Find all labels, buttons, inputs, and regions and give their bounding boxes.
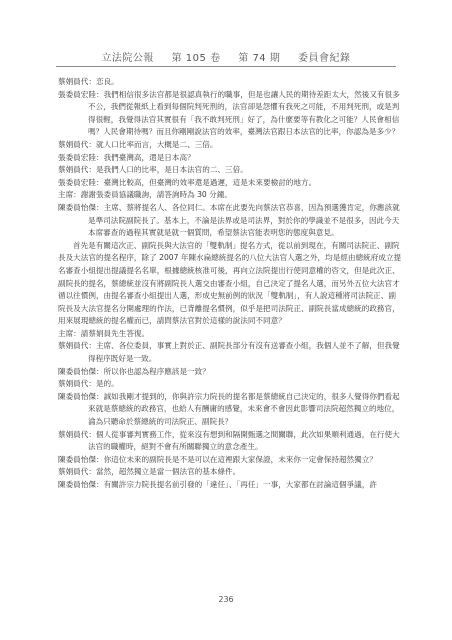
- speaker-label: 蔡娟員代：: [58, 429, 96, 439]
- speech-text: 主席、蔡將提名人、各位同仁。本席在此要先向蔡法官恭喜，因為預選獲肯定，你應該就是準司法院副院長了。基本上，不論是法界或是司法界，對於你的學識並不是很多，因此今天本席審查的過程其實就是就一個質問，希望蔡法官能表明您的態度與意見。: [88, 202, 400, 238]
- speaker-label: 蔡娟員代：: [58, 139, 96, 149]
- page-number: 236: [218, 595, 234, 604]
- speech-text: 個人從事審判實務工作，從來沒有想到和隔開甄選之間關聯，此次如果順利通過，在行使大法官的職權時，絕對不會有所關聯獨立的意念產生。: [88, 429, 400, 452]
- speaker-label: 張委員宏陸：: [58, 89, 104, 99]
- speech-paragraph: [58, 76, 402, 89]
- transcript-body: [58, 76, 402, 492]
- speaker-label: 主席：: [58, 190, 81, 200]
- header-divider: [56, 66, 396, 67]
- speech-text: 所以你也認為程序應該是一致？: [103, 366, 210, 376]
- speaker-label: 陳委員怡傑：: [58, 391, 104, 401]
- speech-text: 主席、各位委員，事實上對於正、副院長部分有沒有送審查小組，我個人並不了解，但我覺得程序既好是一致。: [88, 341, 400, 364]
- issue-label: 第 74 期: [238, 53, 281, 64]
- speaker-label: 蔡娟員代：: [58, 77, 96, 86]
- speaker-label: 蔡娟員代：: [58, 467, 96, 477]
- speaker-label: 陳委員怡傑：: [58, 480, 104, 489]
- volume-label: 第 105 卷: [171, 53, 221, 64]
- speaker-label: 蔡娟員代：: [58, 379, 96, 389]
- speech-text: 你這位未來的副院長是不是可以在這裡跟大家保證，未來你一定會保持超然獨立？: [103, 454, 377, 464]
- journal-title: 立法院公報: [101, 53, 154, 64]
- speech-text: 是的。: [95, 379, 119, 389]
- speech-text: 我們相信很多法官都是很認真執行的職事，但是也讓人民的期待差距太大，然後又有很多不公，我們從報紙上看到每個院判死刑的，法官卻是怨懼有我死之可能，不用判死刑，或是判得很輕，我覺得法官其實很有「我不敢判死刑」好了，為什麼要等有教化之可能？人民會相信嗎？人民會期待嗎？而且你剛剛說法官的效率，臺灣法官跟日本法官的比率，你認為是多少？: [88, 89, 400, 137]
- speaker-label: 張委員宏陸：: [58, 152, 104, 162]
- speech-text: 誠如我剛才提到的，你與許宗力院長的提名都是蔡總統自己決定的，很多人覺得你們看起來就是蔡總統的政務官，也給人有酬庸的感覺，未來會不會因此影響司法院超然獨立的地位，淪為只聽命於蔡總統的司法院正、副院長？: [88, 391, 400, 427]
- speech-paragraph: [58, 139, 402, 152]
- speech-text: 是我們人口的比率，是日本法官的二、三倍。: [95, 165, 248, 175]
- speech-paragraph: [58, 328, 402, 341]
- speech-paragraph: [58, 177, 402, 190]
- speech-paragraph: [58, 479, 402, 492]
- speech-paragraph: [58, 340, 402, 365]
- speech-text: 請蔡娟員先生答復。: [80, 328, 150, 338]
- section-label: 委員會紀錄: [298, 53, 351, 64]
- speech-paragraph: [58, 152, 402, 165]
- speech-text: 就人口比率而言，大概是二、三倍。: [95, 139, 218, 149]
- speech-paragraph: [58, 429, 402, 454]
- speech-text: 當然，超然獨立是當一個法官的基本條件。: [95, 467, 241, 477]
- speaker-label: 陳委員怡傑：: [58, 454, 104, 464]
- continuation-paragraph: [58, 240, 402, 328]
- speaker-label: 陳委員怡傑：: [58, 202, 104, 212]
- speech-paragraph: [58, 378, 402, 391]
- speech-text: 我們臺灣高，還是日本高？: [103, 152, 195, 162]
- speaker-label: 蔡娟員代：: [58, 165, 96, 175]
- speech-paragraph: [58, 454, 402, 467]
- speech-text: 有關許宗力院長提名前引發的「違任」、「再任」一事，大家都在討論這個爭議，許: [103, 480, 377, 489]
- speech-paragraph: [58, 189, 402, 202]
- speaker-label: 主席：: [58, 328, 81, 338]
- speaker-label: 張委員宏陸：: [58, 177, 104, 187]
- page-header: [0, 49, 452, 64]
- speaker-label: 陳委員怡傑：: [58, 366, 104, 376]
- speech-text: 臺灣比較高，但臺灣的效率還是過遲，這是未來要檢討的地方。: [103, 177, 317, 187]
- speech-paragraph: [58, 466, 402, 479]
- speech-text: 恋良。: [95, 77, 119, 86]
- speech-paragraph: [58, 366, 402, 379]
- speech-text: 謝謝張委員協議職詢，請答詢時為 30 分鐘。: [80, 190, 232, 200]
- speech-paragraph: [58, 89, 402, 139]
- speaker-label: 蔡娟員代：: [58, 341, 96, 351]
- speech-paragraph: [58, 164, 402, 177]
- speech-paragraph: [58, 391, 402, 429]
- speech-paragraph: [58, 202, 402, 240]
- speech-text: 首先是有關這次正、副院長與大法官的「雙軌制」提名方式，從以前到現在，有關司法院正、副院長及大法官的提名程序，除了 2007 年陳水扁總統提名的八位大法官人選之外，均是經由總統府成立提名審查小組提出提議提名名單，根據總統核准可後，再向立法院提出行使同意權的咨文，但是此次正、副院長的提名，蔡總統並沒有將副院長人選交由審查小組，自己決定了提名人選，而另外五位大法官才循以往慣例，由提名審查小組提出人選，形成史無前例的狀況「雙軌制」，有人說這種將司法院正、副院長及大法官提名分開處理的作法，已背離提名慣例，似乎是把司法院正、副院長當成總統的政務官，用來展現總統的提名權而已，請問蔡法官對於這樣的說法同不同意？: [58, 240, 402, 326]
